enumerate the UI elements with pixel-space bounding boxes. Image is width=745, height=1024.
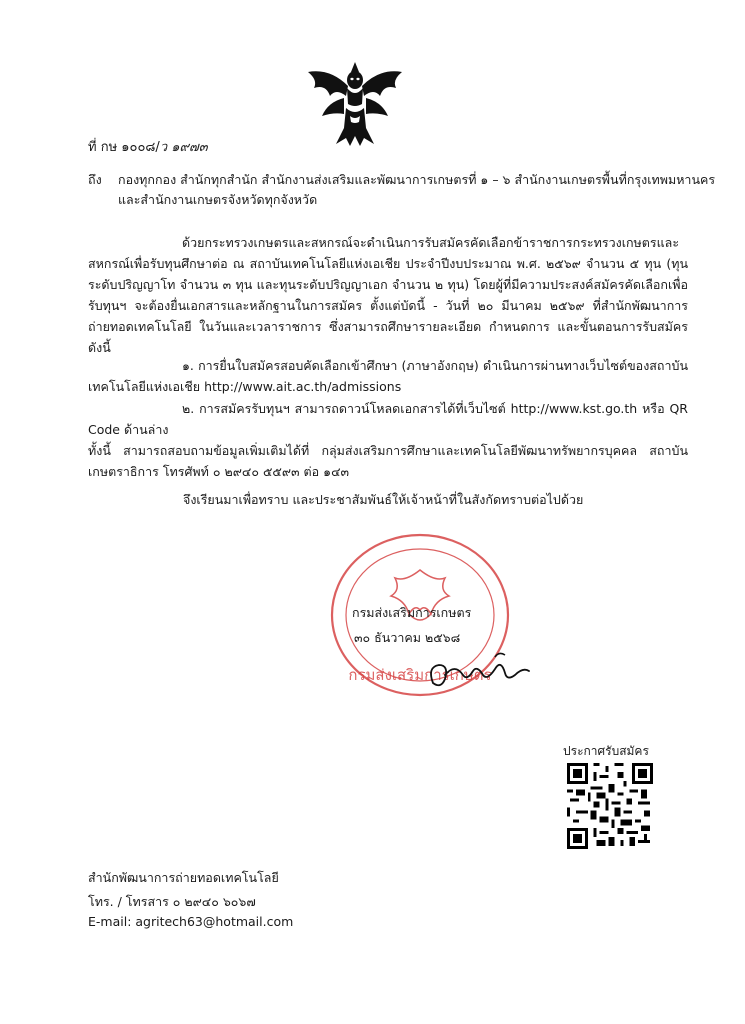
reference-label: ที่ กษ ๑๐๐๘/ bbox=[88, 140, 160, 155]
footer-phone: โทร. / โทรสาร ๐ ๒๙๔๐ ๖๐๖๗ bbox=[88, 894, 256, 909]
signature-date-day: ๓๐ bbox=[354, 630, 371, 645]
footer-email: E-mail: agritech63@hotmail.com bbox=[88, 914, 294, 929]
body-item-1: ๑. การยื่นใบสมัครสอบคัดเลือกเข้าศึกษา (ภาษาอังกฤษ) ดำเนินการผ่านทางเว็บไซต์ของสถาบันเทคโนโลยีแห่งเอเชีย http://www.ait.ac.th/admissions bbox=[88, 358, 688, 394]
signature-department: กรมส่งเสริมการเกษตร bbox=[352, 605, 472, 620]
recipient-label: ถึง bbox=[88, 172, 102, 187]
footer-office: สำนักพัฒนาการถ่ายทอดเทคโนโลยี bbox=[88, 870, 279, 885]
qr-code-icon[interactable] bbox=[567, 763, 653, 849]
reference-number bbox=[88, 136, 208, 157]
body-paragraph-1: ด้วยกระทรวงเกษตรและสหกรณ์จะดำเนินการรับสมัครคัดเลือกข้าราชการกระทรวงเกษตรและสหกรณ์เพื่อรับทุนศึกษาต่อ ณ สถาบันเทคโนโลยีแห่งเอเชีย ประจำปีงบประมาณ พ.ศ. ๒๕๖๙ จำนวน ๕ ทุน (ทุนระดับปริญญาโท จำนวน ๓ ทุน และทุนระดับปริญญาเอก จำนวน ๒ ทุน) โดยผู้ที่มีความประสงค์สมัครคัดเลือกเพื่อรับทุนฯ จะต้องยื่นเอกสารและหลักฐานในการสมัคร ตั้งแต่บัดนี้ - วันที่ ๒๐ มีนาคม ๒๕๖๙ ที่สำนักพัฒนาการถ่ายทอดเทคโนโลยี ในวันและเวลาราชการ ซึ่งสามารถศึกษารายละเอียด กำหนดการ และขั้นตอนการรับสมัคร ดังนี้ bbox=[88, 235, 688, 355]
body-item-2: ๒. การสมัครรับทุนฯ สามารถดาวน์โหลดเอกสารได้ที่เว็บไซต์ http://www.kst.go.th หรือ QR Code ด้านล่าง bbox=[88, 401, 688, 437]
closing-line: จึงเรียนมาเพื่อทราบ และประชาสัมพันธ์ให้เจ้าหน้าที่ในสังกัดทราบต่อไปด้วย bbox=[183, 492, 584, 507]
reference-handwritten: ว ๑๙๗๓ bbox=[159, 140, 208, 155]
recipient-text: กองทุกกอง สำนักทุกสำนัก สำนักงานส่งเสริมและพัฒนาการเกษตรที่ ๑ – ๖ สำนักงานเกษตรพื้นที่กรุงเทพมหานคร และสำนักงานเกษตรจังหวัดทุกจังหวัด bbox=[118, 172, 716, 207]
garuda-emblem-icon bbox=[300, 58, 410, 150]
svg-text:กรมส่งเสริมการเกษตร: กรมส่งเสริมการเกษตร bbox=[348, 666, 492, 684]
handwritten-signature bbox=[425, 645, 535, 695]
signature-date-rest: ธันวาคม ๒๕๖๘ bbox=[374, 630, 461, 645]
qr-label: ประกาศรับสมัคร bbox=[563, 744, 649, 758]
body-paragraph-3: ทั้งนี้ สามารถสอบถามข้อมูลเพิ่มเติมได้ที่ กลุ่มส่งเสริมการศึกษาและเทคโนโลยีพัฒนาทรัพยากรบุคคล สถาบันเกษตราธิการ โทรศัพท์ ๐ ๒๙๔๐ ๕๕๙๓ ต่อ ๑๔๓ bbox=[88, 443, 688, 479]
